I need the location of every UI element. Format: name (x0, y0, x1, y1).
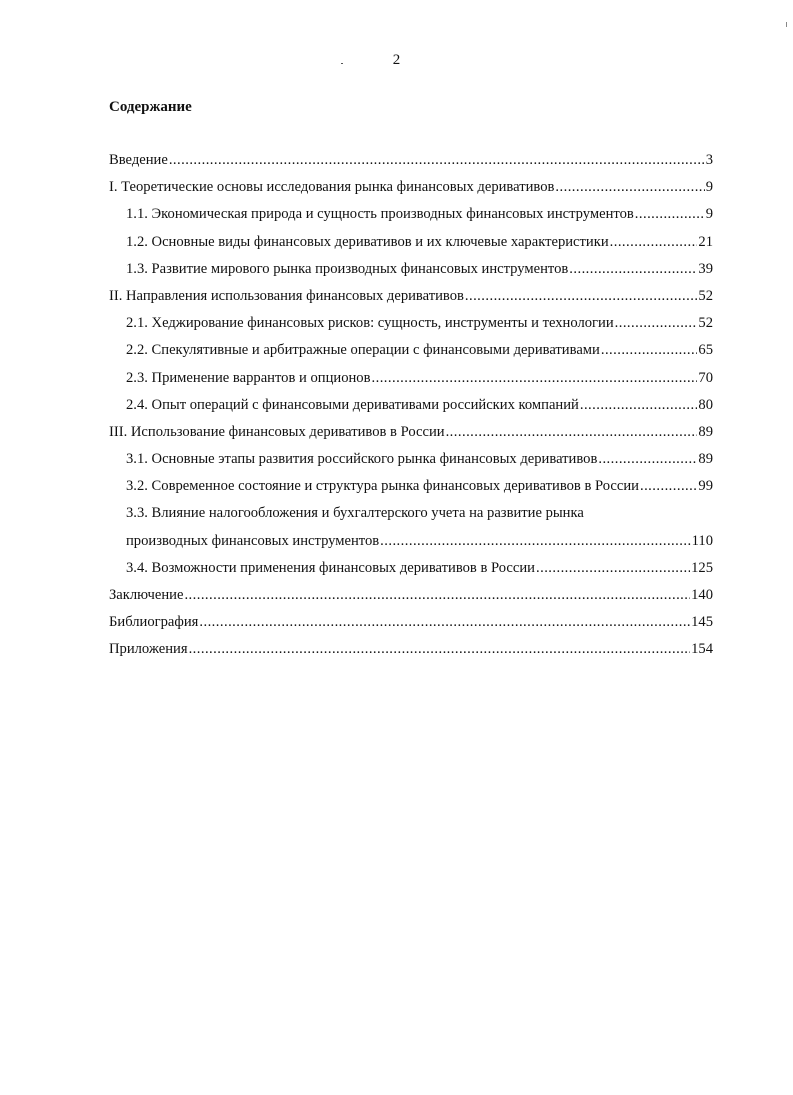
toc-entry-section-2-1 (109, 315, 713, 342)
toc-entry-page: 39 (698, 260, 713, 277)
toc-entry-text: производных финансовых инструментов (126, 532, 380, 549)
toc-entry-text: III. Использование финансовых деривативов в России (109, 423, 445, 440)
toc-entry-text: II. Направления использования финансовых деривативов (109, 287, 464, 304)
toc-dot-leader (640, 478, 697, 495)
toc-entry-page: 65 (698, 342, 713, 359)
toc-entry-page: 9 (705, 206, 713, 223)
toc-dot-leader (380, 533, 690, 550)
toc-entry-page: 99 (698, 478, 713, 495)
toc-entry-page: 154 (691, 641, 713, 658)
toc-entry-page: 110 (691, 532, 713, 549)
toc-entry-text: 2.1. Хеджирование финансовых рисков: сущность, инструменты и технологии (126, 315, 614, 332)
toc-entry-text: 3.2. Современное состояние и структура рынка финансовых деривативов в России (126, 478, 639, 495)
toc-entry-page: 89 (698, 423, 713, 440)
toc-entry-chapter-1 (109, 179, 713, 206)
toc-entry-page: 52 (698, 315, 713, 332)
page-number: 2 (392, 52, 401, 68)
toc-title: Содержание (109, 99, 192, 115)
toc-dot-leader (598, 451, 697, 468)
table-of-contents (109, 152, 713, 669)
toc-entry-page: 9 (705, 179, 713, 196)
toc-entry-page: 145 (691, 614, 713, 631)
toc-dot-leader (536, 560, 690, 577)
toc-entry-text: Приложения (109, 641, 188, 658)
toc-dot-leader (446, 424, 698, 441)
toc-entry-page: 140 (691, 587, 713, 603)
toc-entry-section-2-2 (109, 342, 713, 369)
toc-entry-introduction (109, 152, 713, 179)
toc-entry-section-3-1 (109, 451, 713, 478)
toc-dot-leader (465, 288, 698, 305)
toc-entry-page: 52 (698, 287, 713, 304)
toc-dot-leader (184, 587, 690, 604)
toc-dot-leader (555, 179, 704, 196)
toc-dot-leader (601, 342, 698, 359)
toc-entry-section-2-4 (109, 397, 713, 424)
toc-dot-leader (580, 397, 698, 414)
toc-dot-leader (615, 315, 698, 332)
toc-dot-leader (635, 206, 705, 223)
toc-dot-leader (569, 261, 697, 278)
toc-dot-leader (189, 641, 691, 658)
toc-entry-page: 21 (698, 233, 713, 250)
toc-entry-text: Заключение (109, 587, 184, 603)
toc-entry-chapter-2 (109, 288, 713, 315)
toc-entry-section-1-1 (109, 206, 713, 233)
toc-entry-text: 3.3. Влияние налогообложения и бухгалтерского учета на развитие рынка (126, 505, 584, 522)
toc-entry-text: 1.1. Экономическая природа и сущность производных финансовых инструментов (126, 206, 634, 223)
toc-dot-leader (199, 614, 690, 631)
toc-entry-text: 3.1. Основные этапы развития российского рынка финансовых деривативов (126, 451, 598, 468)
toc-entry-text: 2.4. Опыт операций с финансовыми деривативами российских компаний (126, 396, 579, 413)
toc-entry-chapter-3 (109, 424, 713, 451)
toc-entry-appendices (109, 641, 713, 668)
toc-entry-text: Введение (109, 152, 168, 168)
toc-entry-page: 89 (698, 451, 713, 468)
toc-entry-text: Библиография (109, 614, 199, 631)
toc-entry-text: 3.4. Возможности применения финансовых деривативов в России (126, 559, 535, 576)
toc-entry-section-1-2 (109, 234, 713, 261)
toc-entry-section-3-2 (109, 478, 713, 505)
toc-entry-section-1-3 (109, 261, 713, 288)
toc-dot-leader (610, 234, 698, 251)
toc-entry-text: 2.3. Применение варрантов и опционов (126, 369, 371, 386)
toc-entry-page: 70 (698, 369, 713, 386)
toc-entry-page: 125 (691, 559, 713, 576)
toc-entry-section-3-3-line1 (109, 505, 713, 532)
toc-dot-leader (372, 370, 698, 387)
toc-entry-conclusion (109, 587, 713, 614)
toc-entry-section-3-3-line2 (109, 533, 713, 560)
toc-dot-leader (169, 152, 705, 169)
toc-entry-bibliography (109, 614, 713, 641)
toc-entry-text: 1.2. Основные виды финансовых деривативов и их ключевые характеристики (126, 233, 609, 250)
toc-entry-section-3-4 (109, 560, 713, 587)
scan-speck (341, 63, 343, 64)
toc-entry-page: 3 (705, 152, 713, 168)
toc-entry-section-2-3 (109, 370, 713, 397)
toc-entry-text: 1.3. Развитие мирового рынка производных финансовых инструментов (126, 260, 569, 277)
scan-corner-mark (786, 22, 787, 27)
toc-entry-text: 2.2. Спекулятивные и арбитражные операции с финансовыми деривативами (126, 342, 600, 359)
toc-entry-text: I. Теоретические основы исследования рынка финансовых деривативов (109, 179, 555, 196)
toc-entry-page: 80 (698, 396, 713, 413)
